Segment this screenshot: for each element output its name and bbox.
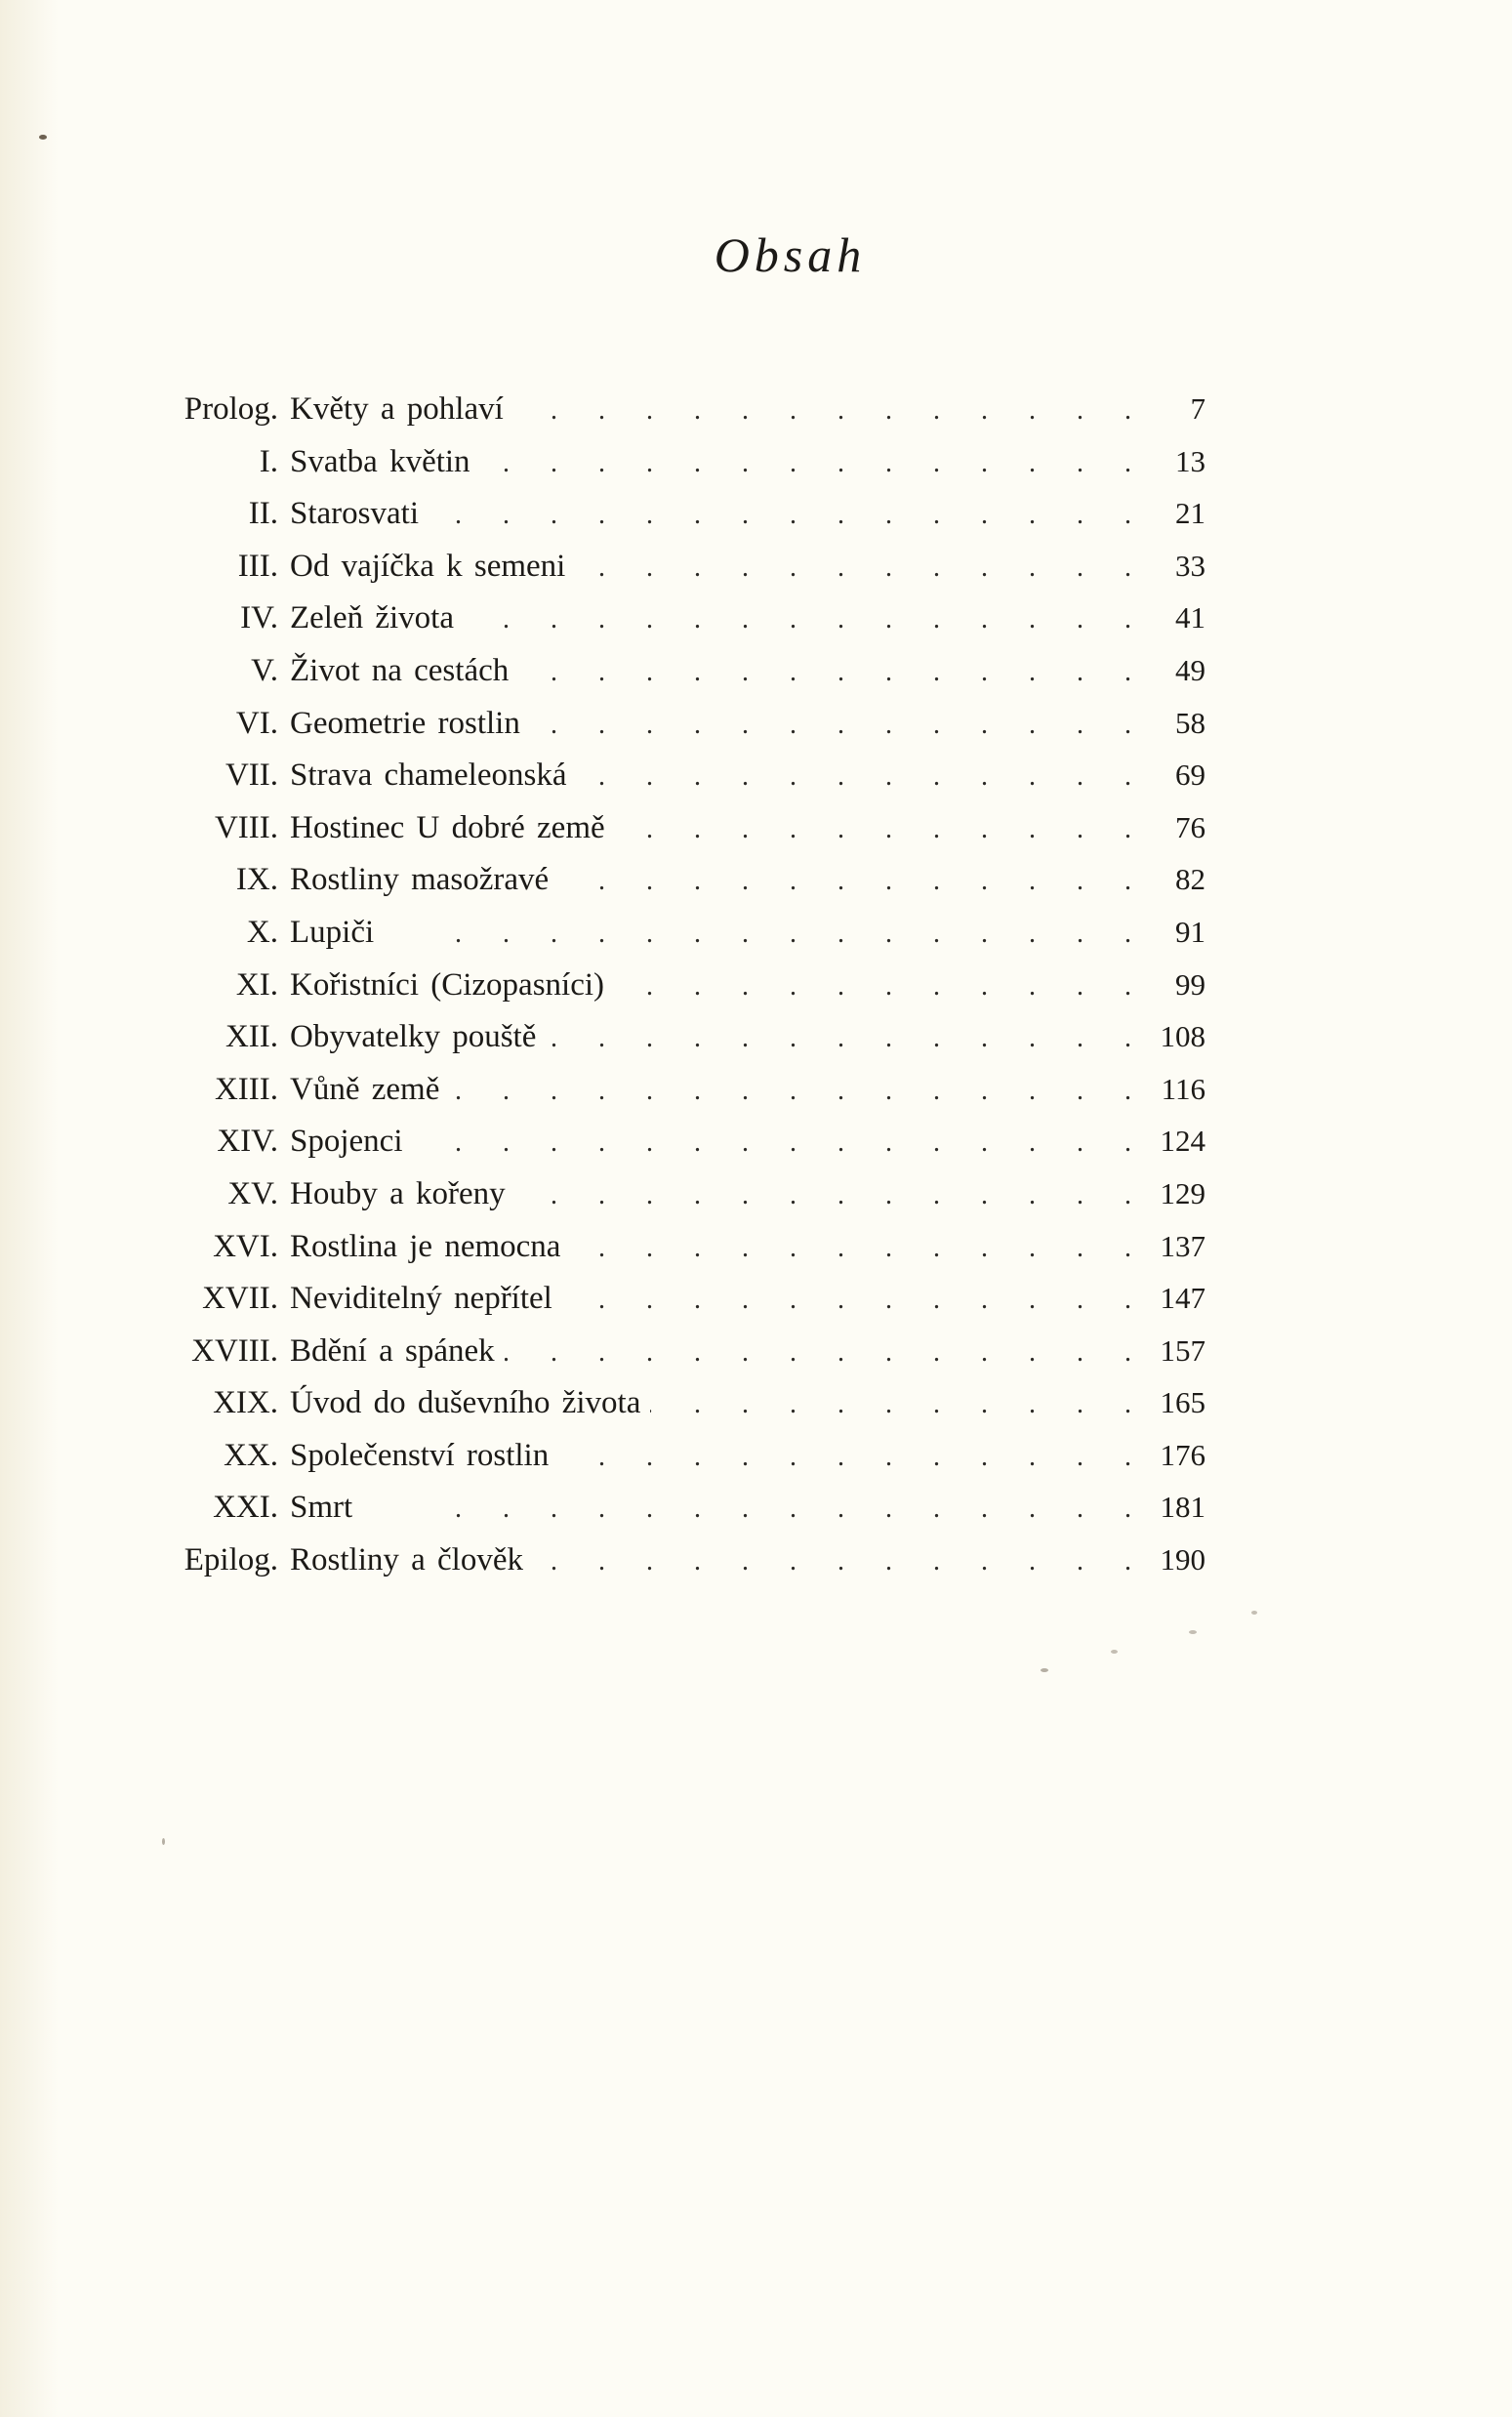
chapter-title: Od vajíčka k semeni bbox=[290, 548, 566, 584]
chapter-number: II. bbox=[248, 496, 278, 532]
chapter-number: Prolog. bbox=[184, 391, 278, 427]
page-number: 91 bbox=[1175, 914, 1206, 949]
chapter-title: Hostinec U dobré země bbox=[290, 809, 605, 845]
page-number: 7 bbox=[1190, 391, 1206, 426]
page-number: 13 bbox=[1175, 443, 1206, 478]
page-number: 137 bbox=[1160, 1228, 1206, 1263]
chapter-title: Smrt bbox=[290, 1490, 353, 1526]
page-number: 165 bbox=[1160, 1385, 1206, 1420]
chapter-title: Úvod do duševního života bbox=[290, 1385, 641, 1421]
dot-leader bbox=[464, 593, 1131, 646]
chapter-number: III. bbox=[237, 548, 278, 584]
page-number: 181 bbox=[1160, 1490, 1206, 1525]
toc-entry bbox=[156, 1429, 1206, 1482]
toc-entry bbox=[156, 1272, 1206, 1325]
dot-leader bbox=[518, 645, 1131, 699]
table-of-contents bbox=[156, 383, 1206, 1586]
dot-leader bbox=[505, 1326, 1131, 1379]
page-number: 190 bbox=[1160, 1542, 1206, 1577]
chapter-title: Rostliny masožravé bbox=[290, 862, 550, 898]
dot-leader bbox=[362, 1482, 1131, 1536]
chapter-title: Starosvati bbox=[290, 496, 419, 532]
chapter-number: XXI. bbox=[213, 1490, 278, 1526]
chapter-number: XIII. bbox=[214, 1071, 278, 1107]
toc-entry bbox=[156, 435, 1206, 488]
page-number: 69 bbox=[1175, 758, 1206, 793]
chapter-number: I. bbox=[259, 443, 278, 479]
chapter-title: Neviditelný nepřítel bbox=[290, 1281, 552, 1317]
paper-speck bbox=[162, 1838, 165, 1845]
dot-leader bbox=[530, 698, 1131, 752]
page-number: 116 bbox=[1161, 1071, 1206, 1106]
chapter-title: Geometrie rostlin bbox=[290, 705, 520, 741]
dot-leader bbox=[449, 1064, 1131, 1118]
page-number: 33 bbox=[1175, 548, 1206, 583]
page-number: 82 bbox=[1175, 862, 1206, 897]
page-number: 99 bbox=[1175, 966, 1206, 1002]
toc-entry bbox=[156, 1534, 1206, 1586]
paper-speck bbox=[39, 135, 47, 140]
chapter-number: V. bbox=[251, 652, 278, 688]
page-number: 147 bbox=[1160, 1281, 1206, 1316]
paper-speck bbox=[1189, 1630, 1197, 1634]
toc-entry bbox=[156, 644, 1206, 697]
dot-leader bbox=[576, 750, 1131, 803]
dot-leader bbox=[429, 488, 1131, 542]
page-number: 49 bbox=[1175, 652, 1206, 687]
chapter-number: X. bbox=[246, 914, 278, 950]
chapter-title: Bdění a spánek bbox=[290, 1332, 495, 1369]
dot-leader bbox=[558, 854, 1131, 908]
dot-leader bbox=[412, 1116, 1131, 1169]
dot-leader bbox=[614, 960, 1131, 1013]
chapter-number: XVIII. bbox=[191, 1332, 278, 1369]
chapter-number: XVII. bbox=[202, 1281, 278, 1317]
dot-leader bbox=[480, 436, 1131, 490]
chapter-number: IV. bbox=[240, 600, 278, 636]
toc-entry bbox=[156, 801, 1206, 854]
dot-leader bbox=[384, 907, 1131, 961]
chapter-number: VI. bbox=[235, 705, 278, 741]
chapter-title: Společenství rostlin bbox=[290, 1437, 550, 1473]
chapter-title: Lupiči bbox=[290, 914, 375, 950]
page-number: 58 bbox=[1175, 705, 1206, 740]
chapter-title: Vůně země bbox=[290, 1071, 440, 1107]
chapter-number: IX. bbox=[235, 862, 278, 898]
dot-leader bbox=[533, 1535, 1131, 1588]
page-number: 176 bbox=[1160, 1437, 1206, 1472]
chapter-title: Kořistníci (Cizopasníci) bbox=[290, 966, 605, 1003]
chapter-title: Květy a pohlaví bbox=[290, 391, 504, 427]
chapter-title: Houby a kořeny bbox=[290, 1175, 506, 1211]
page-number: 21 bbox=[1175, 496, 1206, 531]
toc-entry bbox=[156, 959, 1206, 1011]
chapter-number: VII. bbox=[225, 758, 278, 794]
paper-speck bbox=[1251, 1611, 1257, 1615]
chapter-number: VIII. bbox=[214, 809, 278, 845]
toc-entry bbox=[156, 1325, 1206, 1377]
toc-entry bbox=[156, 1115, 1206, 1168]
chapter-title: Rostliny a člověk bbox=[290, 1542, 523, 1578]
page-number: 76 bbox=[1175, 809, 1206, 844]
page-number: 129 bbox=[1160, 1175, 1206, 1210]
toc-entry bbox=[156, 906, 1206, 959]
chapter-number: XIX. bbox=[213, 1385, 278, 1421]
dot-leader bbox=[513, 384, 1131, 437]
page-number: 157 bbox=[1160, 1332, 1206, 1368]
paper-speck bbox=[1041, 1668, 1048, 1672]
chapter-title: Svatba květin bbox=[290, 443, 470, 479]
dot-leader bbox=[515, 1168, 1131, 1222]
toc-entry bbox=[156, 540, 1206, 593]
page-number: 108 bbox=[1160, 1019, 1206, 1054]
dot-leader bbox=[570, 1221, 1131, 1275]
toc-entry bbox=[156, 1063, 1206, 1116]
toc-entry bbox=[156, 697, 1206, 750]
chapter-title: Rostlina je nemocna bbox=[290, 1228, 561, 1264]
toc-entry bbox=[156, 1376, 1206, 1429]
page-title: Obsah bbox=[714, 227, 867, 282]
chapter-number: XVI. bbox=[213, 1228, 278, 1264]
toc-entry bbox=[156, 592, 1206, 644]
toc-entry bbox=[156, 1010, 1206, 1063]
toc-entry bbox=[156, 749, 1206, 801]
toc-entry bbox=[156, 1168, 1206, 1220]
dot-leader bbox=[558, 1430, 1131, 1484]
chapter-title: Strava chameleonská bbox=[290, 758, 567, 794]
dot-leader bbox=[546, 1011, 1131, 1065]
chapter-number: XX. bbox=[224, 1437, 278, 1473]
paper-speck bbox=[1111, 1650, 1118, 1654]
page-number: 124 bbox=[1160, 1124, 1206, 1159]
dot-leader bbox=[562, 1273, 1131, 1327]
dot-leader bbox=[615, 802, 1131, 856]
toc-entry bbox=[156, 383, 1206, 435]
chapter-title: Život na cestách bbox=[290, 652, 510, 688]
chapter-number: XII. bbox=[225, 1019, 278, 1055]
chapter-number: XV. bbox=[227, 1175, 278, 1211]
page-edge-shadow bbox=[0, 0, 59, 2417]
chapter-title: Spojenci bbox=[290, 1124, 403, 1160]
chapter-title: Obyvatelky pouště bbox=[290, 1019, 537, 1055]
toc-entry bbox=[156, 853, 1206, 906]
toc-entry bbox=[156, 487, 1206, 540]
toc-entry bbox=[156, 1481, 1206, 1534]
toc-entry bbox=[156, 1220, 1206, 1273]
dot-leader bbox=[650, 1377, 1131, 1431]
page-number: 41 bbox=[1175, 600, 1206, 635]
chapter-number: XIV. bbox=[217, 1124, 278, 1160]
chapter-number: XI. bbox=[235, 966, 278, 1003]
dot-leader bbox=[575, 541, 1131, 594]
chapter-number: Epilog. bbox=[184, 1542, 278, 1578]
chapter-title: Zeleň života bbox=[290, 600, 455, 636]
